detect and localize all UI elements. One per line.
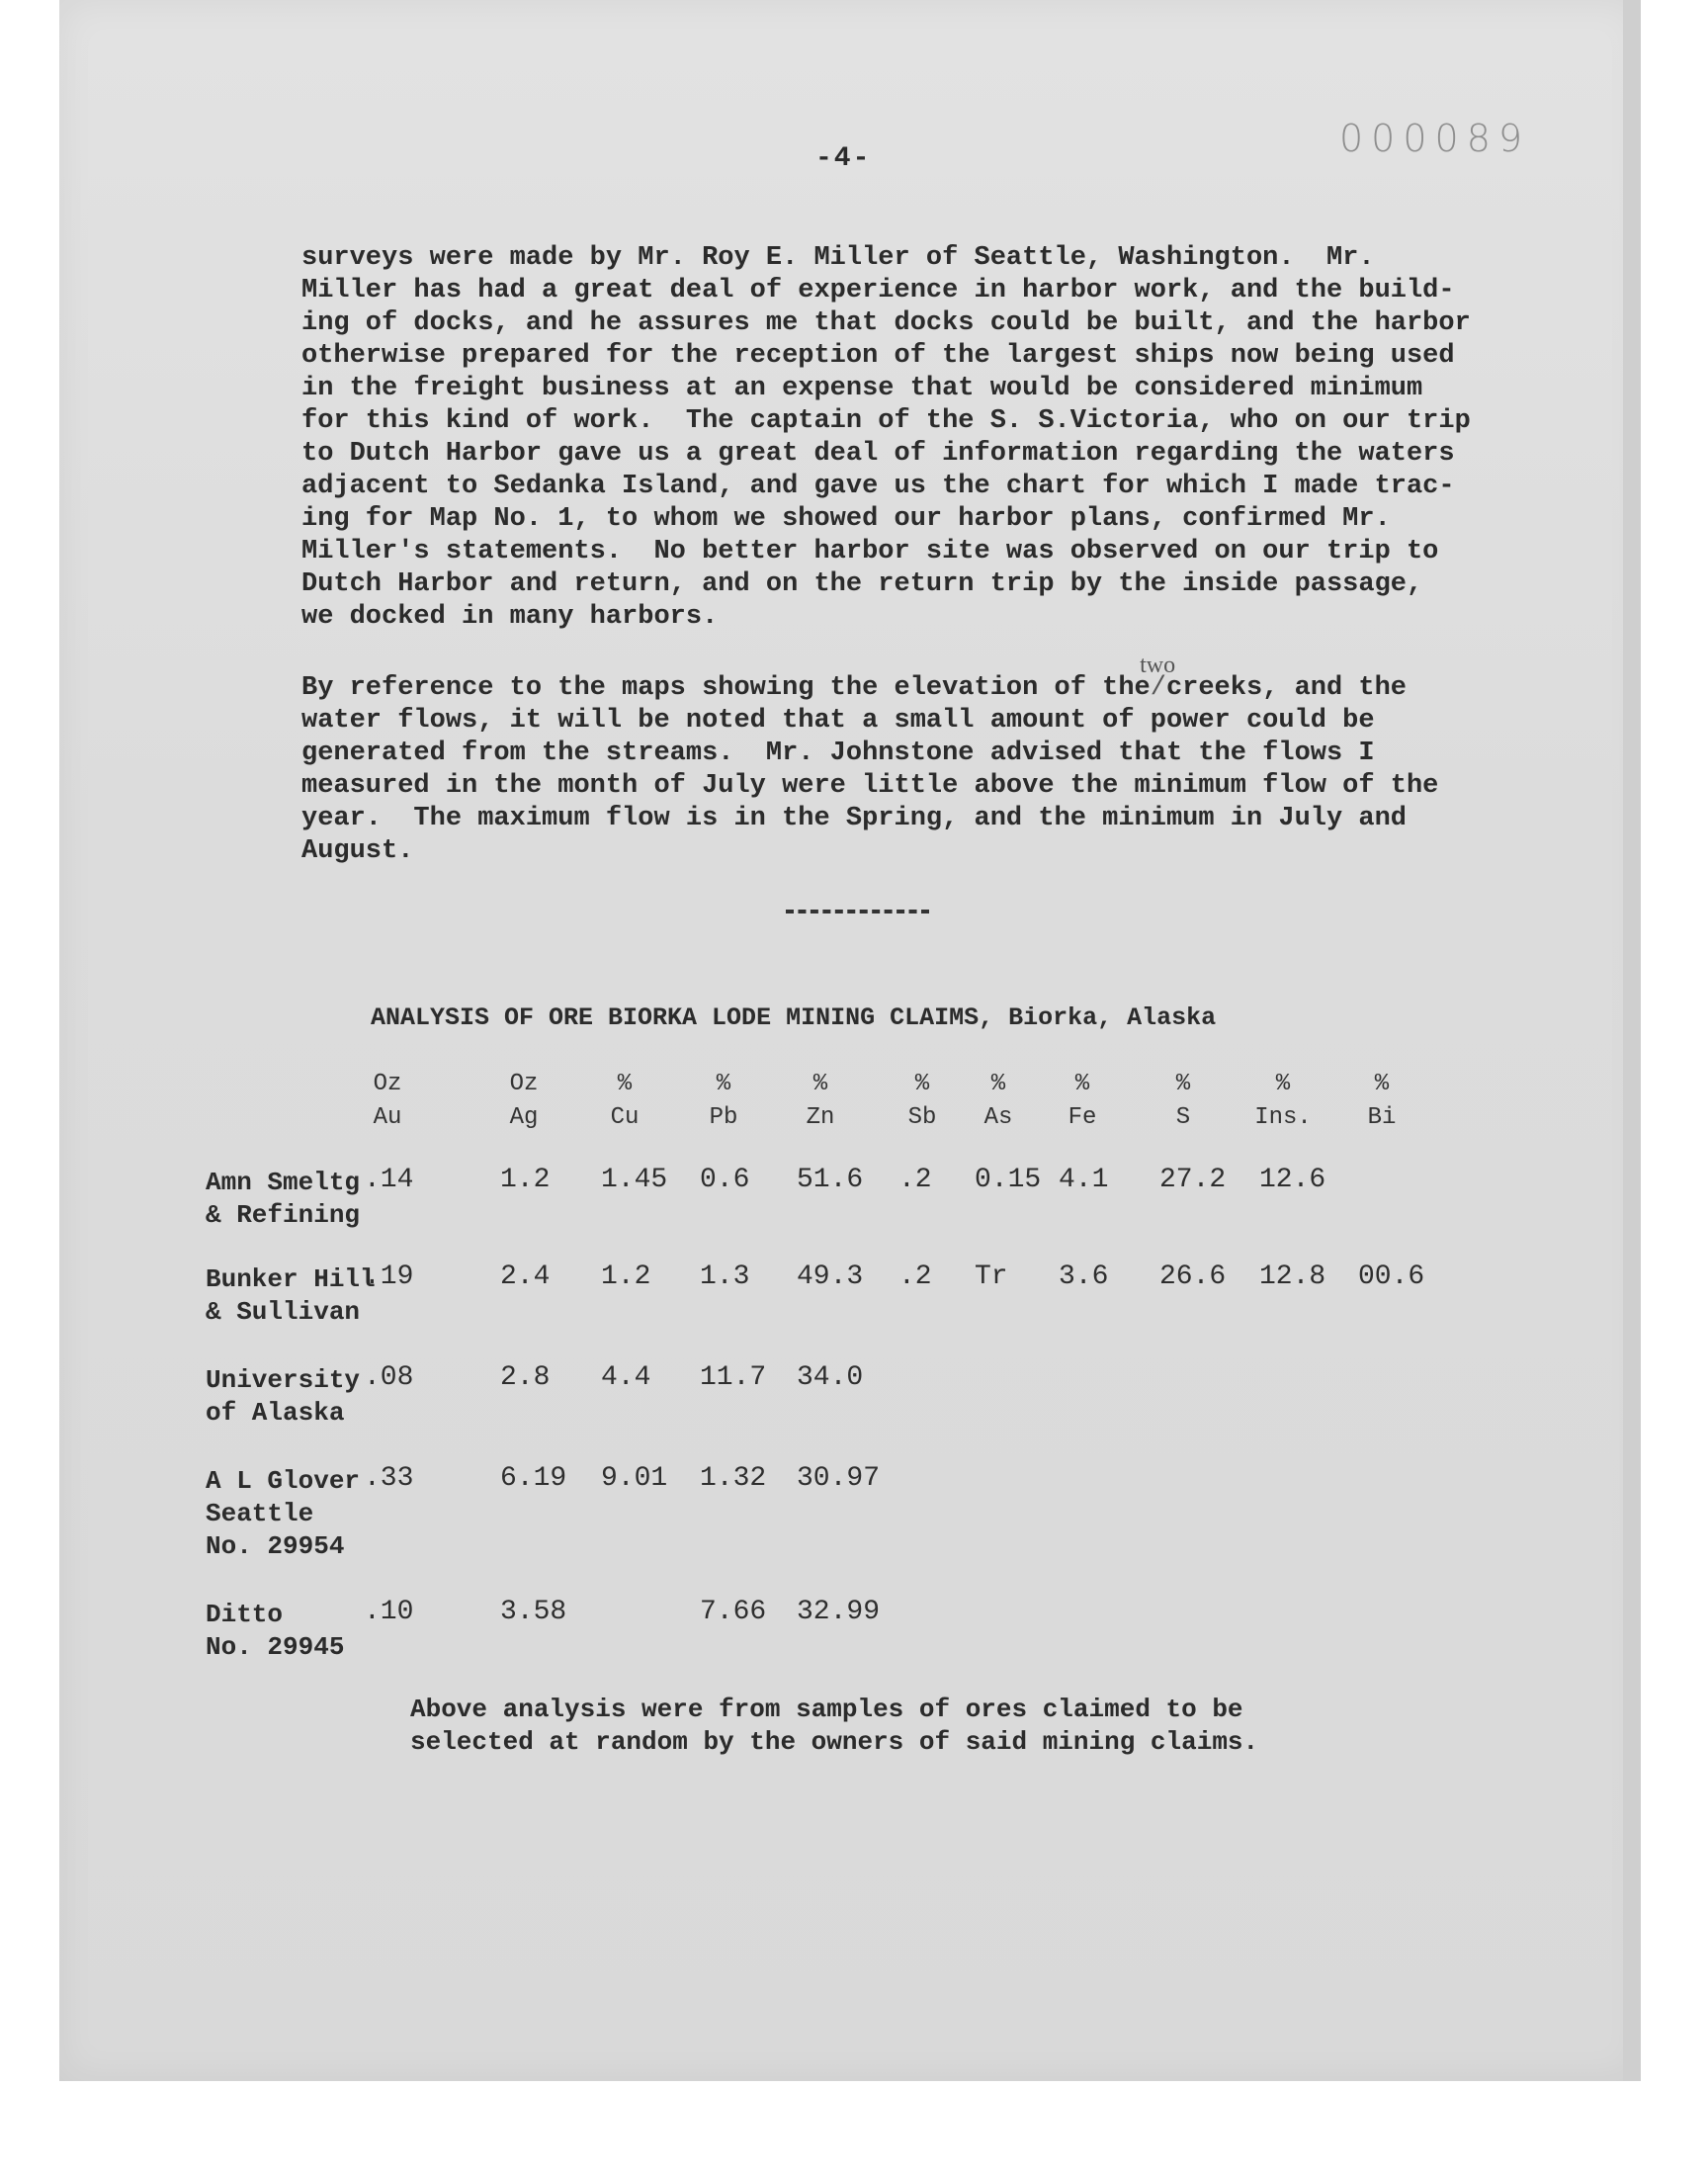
paragraph-continuation <box>301 705 1517 868</box>
paragraph-line <box>301 652 1517 705</box>
column-element: Fe <box>1068 1104 1097 1131</box>
table-cell: .10 <box>364 1597 414 1627</box>
line-text: creeks, and the <box>1165 673 1407 703</box>
table-cell: 9.01 <box>601 1463 668 1494</box>
table-cell: 27.2 <box>1159 1165 1227 1195</box>
column-header <box>585 1068 664 1135</box>
insert-slash-mark: / <box>1150 673 1166 703</box>
column-header <box>684 1068 763 1135</box>
table-cell: 3.58 <box>500 1597 567 1627</box>
page-edge <box>1623 0 1641 2081</box>
table-cell: 3.6 <box>1059 1262 1109 1292</box>
row-label <box>206 1364 360 1430</box>
column-unit: % <box>812 1071 828 1097</box>
paragraph-line: adjacent to Sedanka Island, and gave us the chart for which I made trac- <box>301 472 1455 501</box>
row-label-line: Ditto <box>206 1600 284 1629</box>
table-cell: 0.6 <box>700 1165 750 1195</box>
column-unit: % <box>914 1071 930 1097</box>
column-unit: % <box>1074 1071 1090 1097</box>
column-header <box>1243 1068 1323 1135</box>
table-cell: .2 <box>898 1165 932 1195</box>
table-cell: 0.15 <box>975 1165 1042 1195</box>
column-unit: % <box>1175 1071 1191 1097</box>
row-label <box>206 1465 360 1563</box>
handwritten-insert: two <box>1140 652 1176 678</box>
column-element: Sb <box>907 1104 937 1131</box>
table-cell: 2.8 <box>500 1362 551 1393</box>
page-number: -4- <box>815 143 872 174</box>
paragraph-line: year. The maximum flow is in the Spring, and the minimum in July and <box>301 804 1407 833</box>
paragraph-line: generated from the streams. Mr. Johnstone advised that the flows I <box>301 739 1375 768</box>
column-header <box>484 1068 563 1135</box>
column-header <box>1342 1068 1421 1135</box>
row-label <box>206 1167 360 1232</box>
paragraph-line: otherwise prepared for the reception of the largest ships now being used <box>301 341 1455 371</box>
paragraph-line: Miller's statements. No better harbor site was observed on our trip to <box>301 537 1439 566</box>
table-cell: 00.6 <box>1358 1262 1425 1292</box>
column-unit: % <box>716 1071 731 1097</box>
struck-word: the <box>1102 673 1151 703</box>
paragraph-line: Dutch Harbor and return, and on the return trip by the inside passage, <box>301 569 1423 599</box>
column-element: Pb <box>709 1104 738 1131</box>
table-cell: 7.66 <box>700 1597 767 1627</box>
column-header <box>1144 1068 1223 1135</box>
paragraph-line: ing of docks, and he assures me that docks could be built, and the harbor <box>301 308 1471 338</box>
column-element: S <box>1175 1104 1191 1131</box>
table-cell: 1.2 <box>500 1165 551 1195</box>
table-cell: Tr <box>975 1262 1008 1292</box>
table-cell: 1.45 <box>601 1165 668 1195</box>
table-cell: 26.6 <box>1159 1262 1227 1292</box>
paragraph-line: selected at random by the owners of said mining claims. <box>410 1727 1259 1757</box>
table-cell: .19 <box>364 1262 414 1292</box>
table-cell: 51.6 <box>797 1165 864 1195</box>
paragraph-water-flow <box>301 652 1517 868</box>
row-label-line: University <box>206 1365 361 1395</box>
paragraph-line: Above analysis were from samples of ores claimed to be <box>410 1695 1243 1724</box>
table-cell: 1.2 <box>601 1262 651 1292</box>
table-title: ANALYSIS OF ORE BIORKA LODE MINING CLAIMS, Biorka, Alaska <box>371 1003 1217 1032</box>
paragraph-line: in the freight business at an expense that would be considered minimum <box>301 374 1423 403</box>
column-unit: % <box>617 1071 633 1097</box>
row-label-line: of Alaska <box>206 1398 345 1428</box>
table-cell: 2.4 <box>500 1262 551 1292</box>
row-label-line: & Sullivan <box>206 1297 361 1327</box>
column-header <box>781 1068 860 1135</box>
paragraph-line: August. <box>301 836 414 866</box>
table-cell: .08 <box>364 1362 414 1393</box>
column-element: Au <box>373 1104 402 1131</box>
table-cell: 6.19 <box>500 1463 567 1494</box>
table-cell: 49.3 <box>797 1262 864 1292</box>
column-element: Bi <box>1367 1104 1397 1131</box>
paragraph-line: surveys were made by Mr. Roy E. Miller of Seattle, Washington. Mr. <box>301 243 1375 273</box>
column-unit: % <box>1374 1071 1390 1097</box>
paragraph-line: we docked in many harbors. <box>301 602 719 632</box>
table-cell: 1.32 <box>700 1463 767 1494</box>
table-cell: 12.8 <box>1259 1262 1326 1292</box>
paragraph-line: for this kind of work. The captain of the S. S.Victoria, who on our trip <box>301 406 1471 436</box>
table-footnote <box>410 1694 1399 1759</box>
row-label-line: No. 29945 <box>206 1632 345 1662</box>
row-label-line: Bunker Hill <box>206 1264 376 1294</box>
table-cell: .14 <box>364 1165 414 1195</box>
column-element: Ins. <box>1254 1104 1312 1131</box>
row-label-line: No. 29954 <box>206 1531 345 1561</box>
row-label-line: & Refining <box>206 1200 361 1230</box>
paragraph-line: measured in the month of July were little above the minimum flow of the <box>301 771 1439 801</box>
column-unit: Oz <box>509 1071 539 1097</box>
table-cell: .33 <box>364 1463 414 1494</box>
table-cell: 4.1 <box>1059 1165 1109 1195</box>
table-cell: 32.99 <box>797 1597 881 1627</box>
column-element: As <box>983 1104 1013 1131</box>
line-text: By reference to the maps showing the elevation of <box>301 673 1103 703</box>
row-label-line: A L Glover <box>206 1466 361 1496</box>
paragraph-harbor-survey <box>301 242 1517 634</box>
paragraph-line: Miller has had a great deal of experience in harbor work, and the build- <box>301 276 1455 305</box>
paragraph-line: water flows, it will be noted that a small amount of power could be <box>301 706 1375 736</box>
column-element: Cu <box>610 1104 640 1131</box>
column-element: Ag <box>509 1104 539 1131</box>
row-label <box>206 1599 344 1664</box>
row-label-line: Amn Smeltg <box>206 1168 361 1197</box>
table-cell: 30.97 <box>797 1463 881 1494</box>
document-stamp-number: 000089 <box>1339 117 1531 160</box>
column-unit: % <box>990 1071 1006 1097</box>
column-element: Zn <box>806 1104 835 1131</box>
row-label-line: Seattle <box>206 1499 314 1528</box>
column-header <box>883 1068 962 1135</box>
table-cell: 11.7 <box>700 1362 767 1393</box>
column-unit: Oz <box>373 1071 402 1097</box>
column-header <box>348 1068 427 1135</box>
paragraph-line: ing for Map No. 1, to whom we showed our harbor plans, confirmed Mr. <box>301 504 1391 534</box>
table-cell: .2 <box>898 1262 932 1292</box>
column-unit: % <box>1275 1071 1291 1097</box>
column-header <box>1043 1068 1122 1135</box>
table-cell: 1.3 <box>700 1262 750 1292</box>
table-cell: 4.4 <box>601 1362 651 1393</box>
table-cell: 12.6 <box>1259 1165 1326 1195</box>
table-cell: 34.0 <box>797 1362 864 1393</box>
handwritten-correction <box>1102 652 1176 703</box>
column-header <box>959 1068 1038 1135</box>
section-divider <box>786 910 929 914</box>
row-label <box>206 1263 376 1329</box>
paragraph-line: to Dutch Harbor gave us a great deal of information regarding the waters <box>301 439 1455 469</box>
